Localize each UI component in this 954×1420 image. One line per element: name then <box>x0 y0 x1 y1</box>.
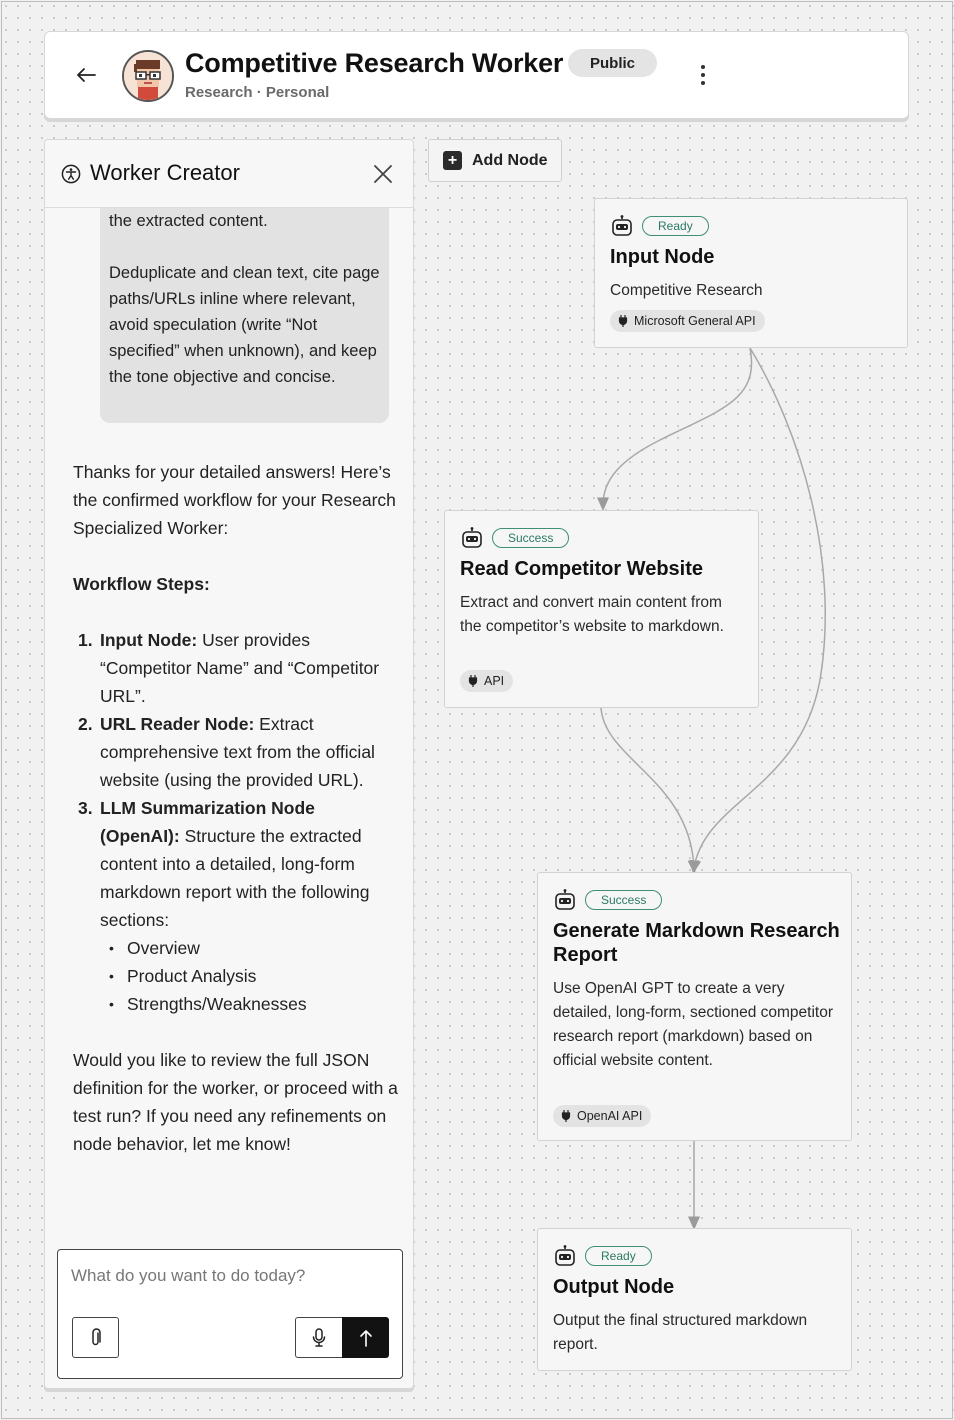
arrow-left-icon <box>74 63 98 87</box>
panel-header <box>45 140 413 208</box>
node-description: Competitive Research <box>610 282 763 299</box>
paperclip-icon <box>89 1328 103 1348</box>
send-button[interactable] <box>342 1317 389 1358</box>
status-badge: Ready <box>642 216 709 236</box>
report-sections-list <box>100 934 398 1018</box>
report-section: • Strengths/Weaknesses <box>100 990 398 1018</box>
add-node-label: Add Node <box>472 151 548 169</box>
step-number: 1. <box>78 630 93 650</box>
assistant-message <box>73 458 398 1186</box>
back-button[interactable] <box>73 62 99 88</box>
integration-chip <box>610 310 765 332</box>
step-number: 2. <box>78 714 93 734</box>
worker-subtitle: Research · Personal <box>185 84 330 101</box>
close-icon[interactable] <box>371 162 395 186</box>
plug-icon <box>561 1110 571 1122</box>
node-description: Use OpenAI GPT to create a very detailed, long-form, sectioned competitor research report (markdown) based on official website content. <box>553 980 834 1069</box>
pixel-avatar-icon <box>124 52 172 100</box>
status-badge: Success <box>585 890 662 910</box>
step-text: Structure the extracted content into a detailed, long-form markdown report with the following sections: <box>100 826 370 930</box>
visibility-badge[interactable]: Public <box>568 49 657 77</box>
node-title: Input Node <box>610 246 715 268</box>
assistant-intro: Thanks for your detailed answers! Here’s the confirmed workflow for your Research Specialized Worker: <box>73 462 396 538</box>
plug-icon <box>468 675 478 687</box>
status-badge: Success <box>492 528 569 548</box>
assistant-closing: Would you like to review the full JSON definition for the worker, or proceed with a test run? If you need any refinements on node behavior, let me know! <box>73 1050 398 1154</box>
attach-button[interactable] <box>72 1317 119 1358</box>
step-name: Input Node: <box>100 630 198 650</box>
kebab-dot <box>701 73 705 77</box>
chip-label: API <box>484 674 505 688</box>
worker-creator-panel <box>44 139 414 1389</box>
workflow-node-read-website[interactable] <box>444 510 759 708</box>
workflow-node-generate-report[interactable] <box>537 872 852 1141</box>
plus-icon: + <box>443 151 462 170</box>
robot-icon <box>553 888 577 912</box>
add-node-button[interactable] <box>428 139 562 182</box>
status-badge: Ready <box>585 1246 652 1266</box>
robot-icon <box>553 1244 577 1268</box>
steps-heading: Workflow Steps: <box>73 574 210 594</box>
robot-icon <box>610 214 634 238</box>
arrow-up-icon <box>358 1328 374 1348</box>
worker-header <box>44 31 909 119</box>
robot-icon <box>460 526 484 550</box>
user-message-bubble <box>100 180 389 423</box>
edge-read-to-generate <box>601 708 694 868</box>
node-title: Generate Markdown Research Report <box>553 920 840 966</box>
step-text: User provides “Competitor Name” and “Competitor URL”. <box>100 630 380 706</box>
workflow-step <box>73 710 398 794</box>
user-message-line: the extracted content. <box>109 212 268 230</box>
chat-input[interactable] <box>71 1266 391 1286</box>
avatar <box>122 50 174 102</box>
node-description: Output the final structured markdown report. <box>553 1312 808 1353</box>
worker-title: Competitive Research Worker <box>185 48 564 78</box>
integration-chip <box>460 670 513 692</box>
report-section: • Product Analysis <box>100 962 398 990</box>
kebab-dot <box>701 81 705 85</box>
plug-icon <box>618 315 628 327</box>
panel-title: Worker Creator <box>90 160 240 185</box>
workflow-node-output[interactable] <box>537 1228 852 1371</box>
step-name: URL Reader Node: <box>100 714 255 734</box>
voice-input-button[interactable] <box>295 1317 342 1358</box>
workflow-node-input[interactable] <box>594 198 908 348</box>
report-section: • Overview <box>100 934 398 962</box>
node-description: Extract and convert main content from the competitor’s website to markdown. <box>460 594 724 635</box>
workflow-steps-list <box>73 626 398 1018</box>
step-text: Extract comprehensive text from the official website (using the provided URL). <box>100 714 375 790</box>
user-message-paragraph: Deduplicate and clean text, cite page paths/URLs inline where relevant, avoid speculation (write “Not specified” when unknown), and keep the tone objective and concise. <box>109 264 380 386</box>
kebab-dot <box>701 65 705 69</box>
chip-label: OpenAI API <box>577 1109 643 1123</box>
workflow-step <box>73 626 398 710</box>
integration-chip <box>553 1105 651 1127</box>
workflow-step <box>73 794 398 1018</box>
microphone-icon <box>311 1327 327 1349</box>
edge-input-to-read <box>603 348 752 505</box>
chip-label: Microsoft General API <box>634 314 756 328</box>
node-title: Output Node <box>553 1276 675 1298</box>
node-title: Read Competitor Website <box>460 558 703 580</box>
chat-composer <box>57 1249 403 1379</box>
accessibility-icon <box>61 164 81 184</box>
step-number: 3. <box>78 798 93 818</box>
step-name: LLM Summarization Node (OpenAI): <box>100 798 315 846</box>
more-options-button[interactable] <box>693 60 713 90</box>
